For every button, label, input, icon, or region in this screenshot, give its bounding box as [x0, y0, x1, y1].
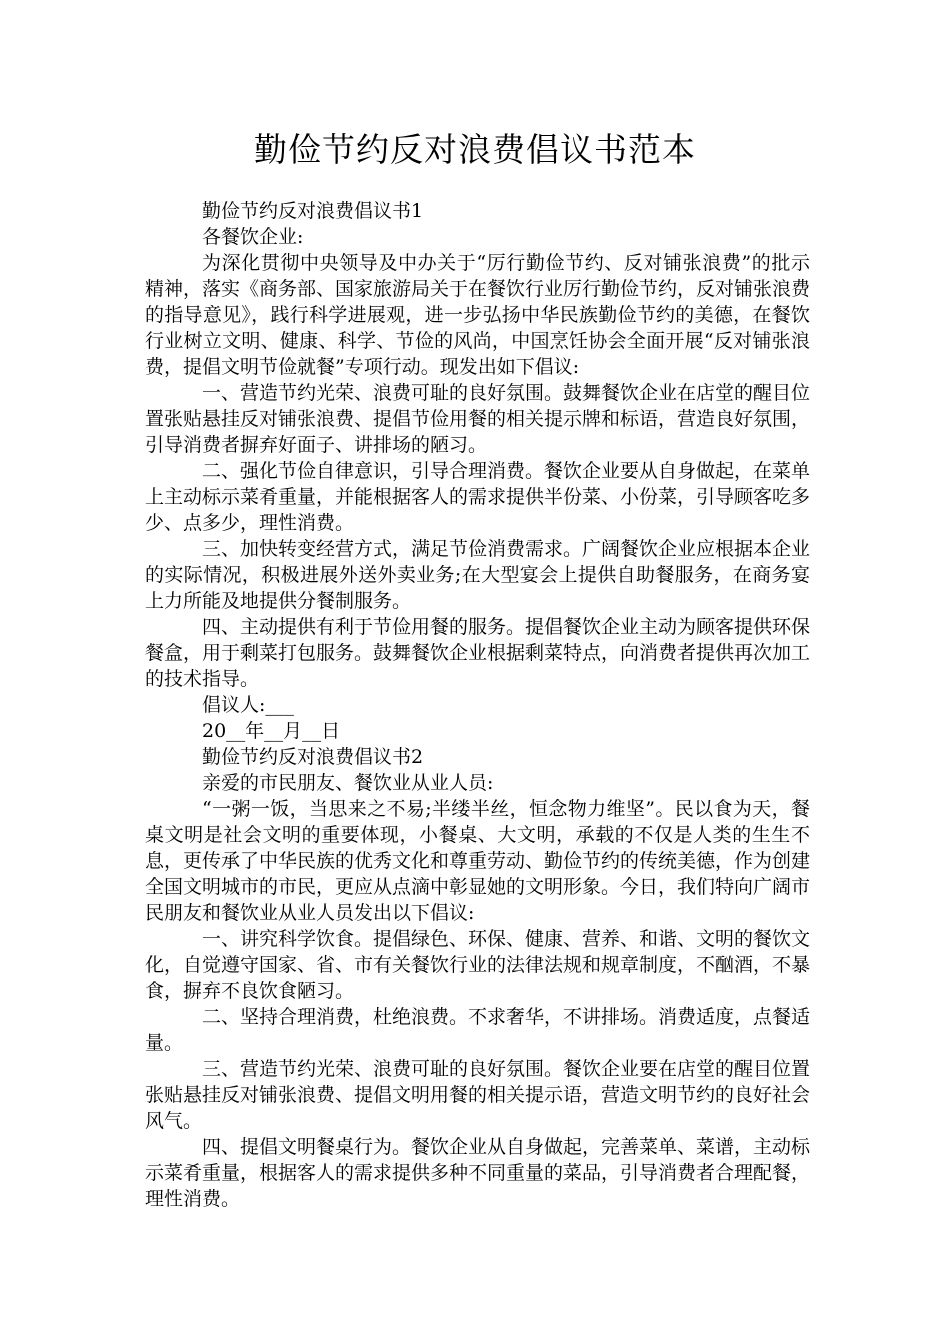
document-body: [145, 198, 810, 1212]
body-paragraph: 三、加快转变经营方式，满足节俭消费需求。广阔餐饮企业应根据本企业的实际情况，积极进展外送外卖业务;在大型宴会上提供自助餐服务，在商务宴上力所能及地提供分餐制服务。: [145, 538, 811, 612]
signatory-line: 倡议人:___: [202, 694, 294, 716]
salutation-1: 各餐饮企业:: [202, 226, 304, 248]
body-paragraph: “一粥一饭，当思来之不易;半缕半丝，恒念物力维坚”。民以食为天，餐桌文明是社会文明的重要体现，小餐桌、大文明，承载的不仅是人类的生生不息，更传承了中华民族的优秀文化和尊重劳动、勤俭节约的传统美德，作为创建全国文明城市的市民，更应从点滴中彰显她的文明形象。今日，我们特向广阔市民朋友和餐饮业从业人员发出以下倡议:: [145, 798, 811, 924]
date-line: 20__年__月__日: [202, 720, 341, 742]
salutation-2: 亲爱的市民朋友、餐饮业从业人员:: [202, 772, 494, 794]
body-paragraph: 三、营造节约光荣、浪费可耻的良好氛围。餐饮企业要在店堂的醒目位置张贴悬挂反对铺张浪费、提倡文明用餐的相关提示语，营造文明节约的良好社会风气。: [145, 1058, 811, 1132]
body-paragraph: 四、主动提供有利于节俭用餐的服务。提倡餐饮企业主动为顾客提供环保餐盒，用于剩菜打包服务。鼓舞餐饮企业根据剩菜特点，向消费者提供再次加工的技术指导。: [145, 616, 811, 690]
section-heading-2: 勤俭节约反对浪费倡议书2: [202, 746, 424, 768]
body-paragraph: 一、营造节约光荣、浪费可耻的良好氛围。鼓舞餐饮企业在店堂的醒目位置张贴悬挂反对铺张浪费、提倡节俭用餐的相关提示牌和标语，营造良好氛围，引导消费者摒弃好面子、讲排场的陋习。: [145, 382, 811, 456]
body-paragraph: 一、讲究科学饮食。提倡绿色、环保、健康、营养、和谐、文明的餐饮文化，自觉遵守国家、省、市有关餐饮行业的法律法规和规章制度，不酗酒，不暴食，摒弃不良饮食陋习。: [145, 928, 811, 1002]
section-heading-1: 勤俭节约反对浪费倡议书1: [202, 200, 424, 222]
body-paragraph: 为深化贯彻中央领导及中办关于“厉行勤俭节约、反对铺张浪费”的批示精神，落实《商务部、国家旅游局关于在餐饮行业厉行勤俭节约，反对铺张浪费的指导意见》，践行科学进展观，进一步弘扬中华民族勤俭节约的美德，在餐饮行业树立文明、健康、科学、节俭的风尚，中国烹饪协会全面开展“反对铺张浪费，提倡文明节俭就餐”专项行动。现发出如下倡议:: [145, 252, 811, 378]
body-paragraph: 二、坚持合理消费，杜绝浪费。不求奢华，不讲排场。消费适度，点餐适量。: [145, 1006, 811, 1054]
body-paragraph: 二、强化节俭自律意识，引导合理消费。餐饮企业要从自身做起，在菜单上主动标示菜肴重量，并能根据客人的需求提供半份菜、小份菜，引导顾客吃多少、点多少，理性消费。: [145, 460, 811, 534]
body-paragraph: 四、提倡文明餐桌行为。餐饮企业从自身做起，完善菜单、菜谱，主动标示菜肴重量，根据客人的需求提供多种不同重量的菜品，引导消费者合理配餐，理性消费。: [145, 1136, 811, 1210]
document-title: 勤俭节约反对浪费倡议书范本: [254, 130, 696, 169]
